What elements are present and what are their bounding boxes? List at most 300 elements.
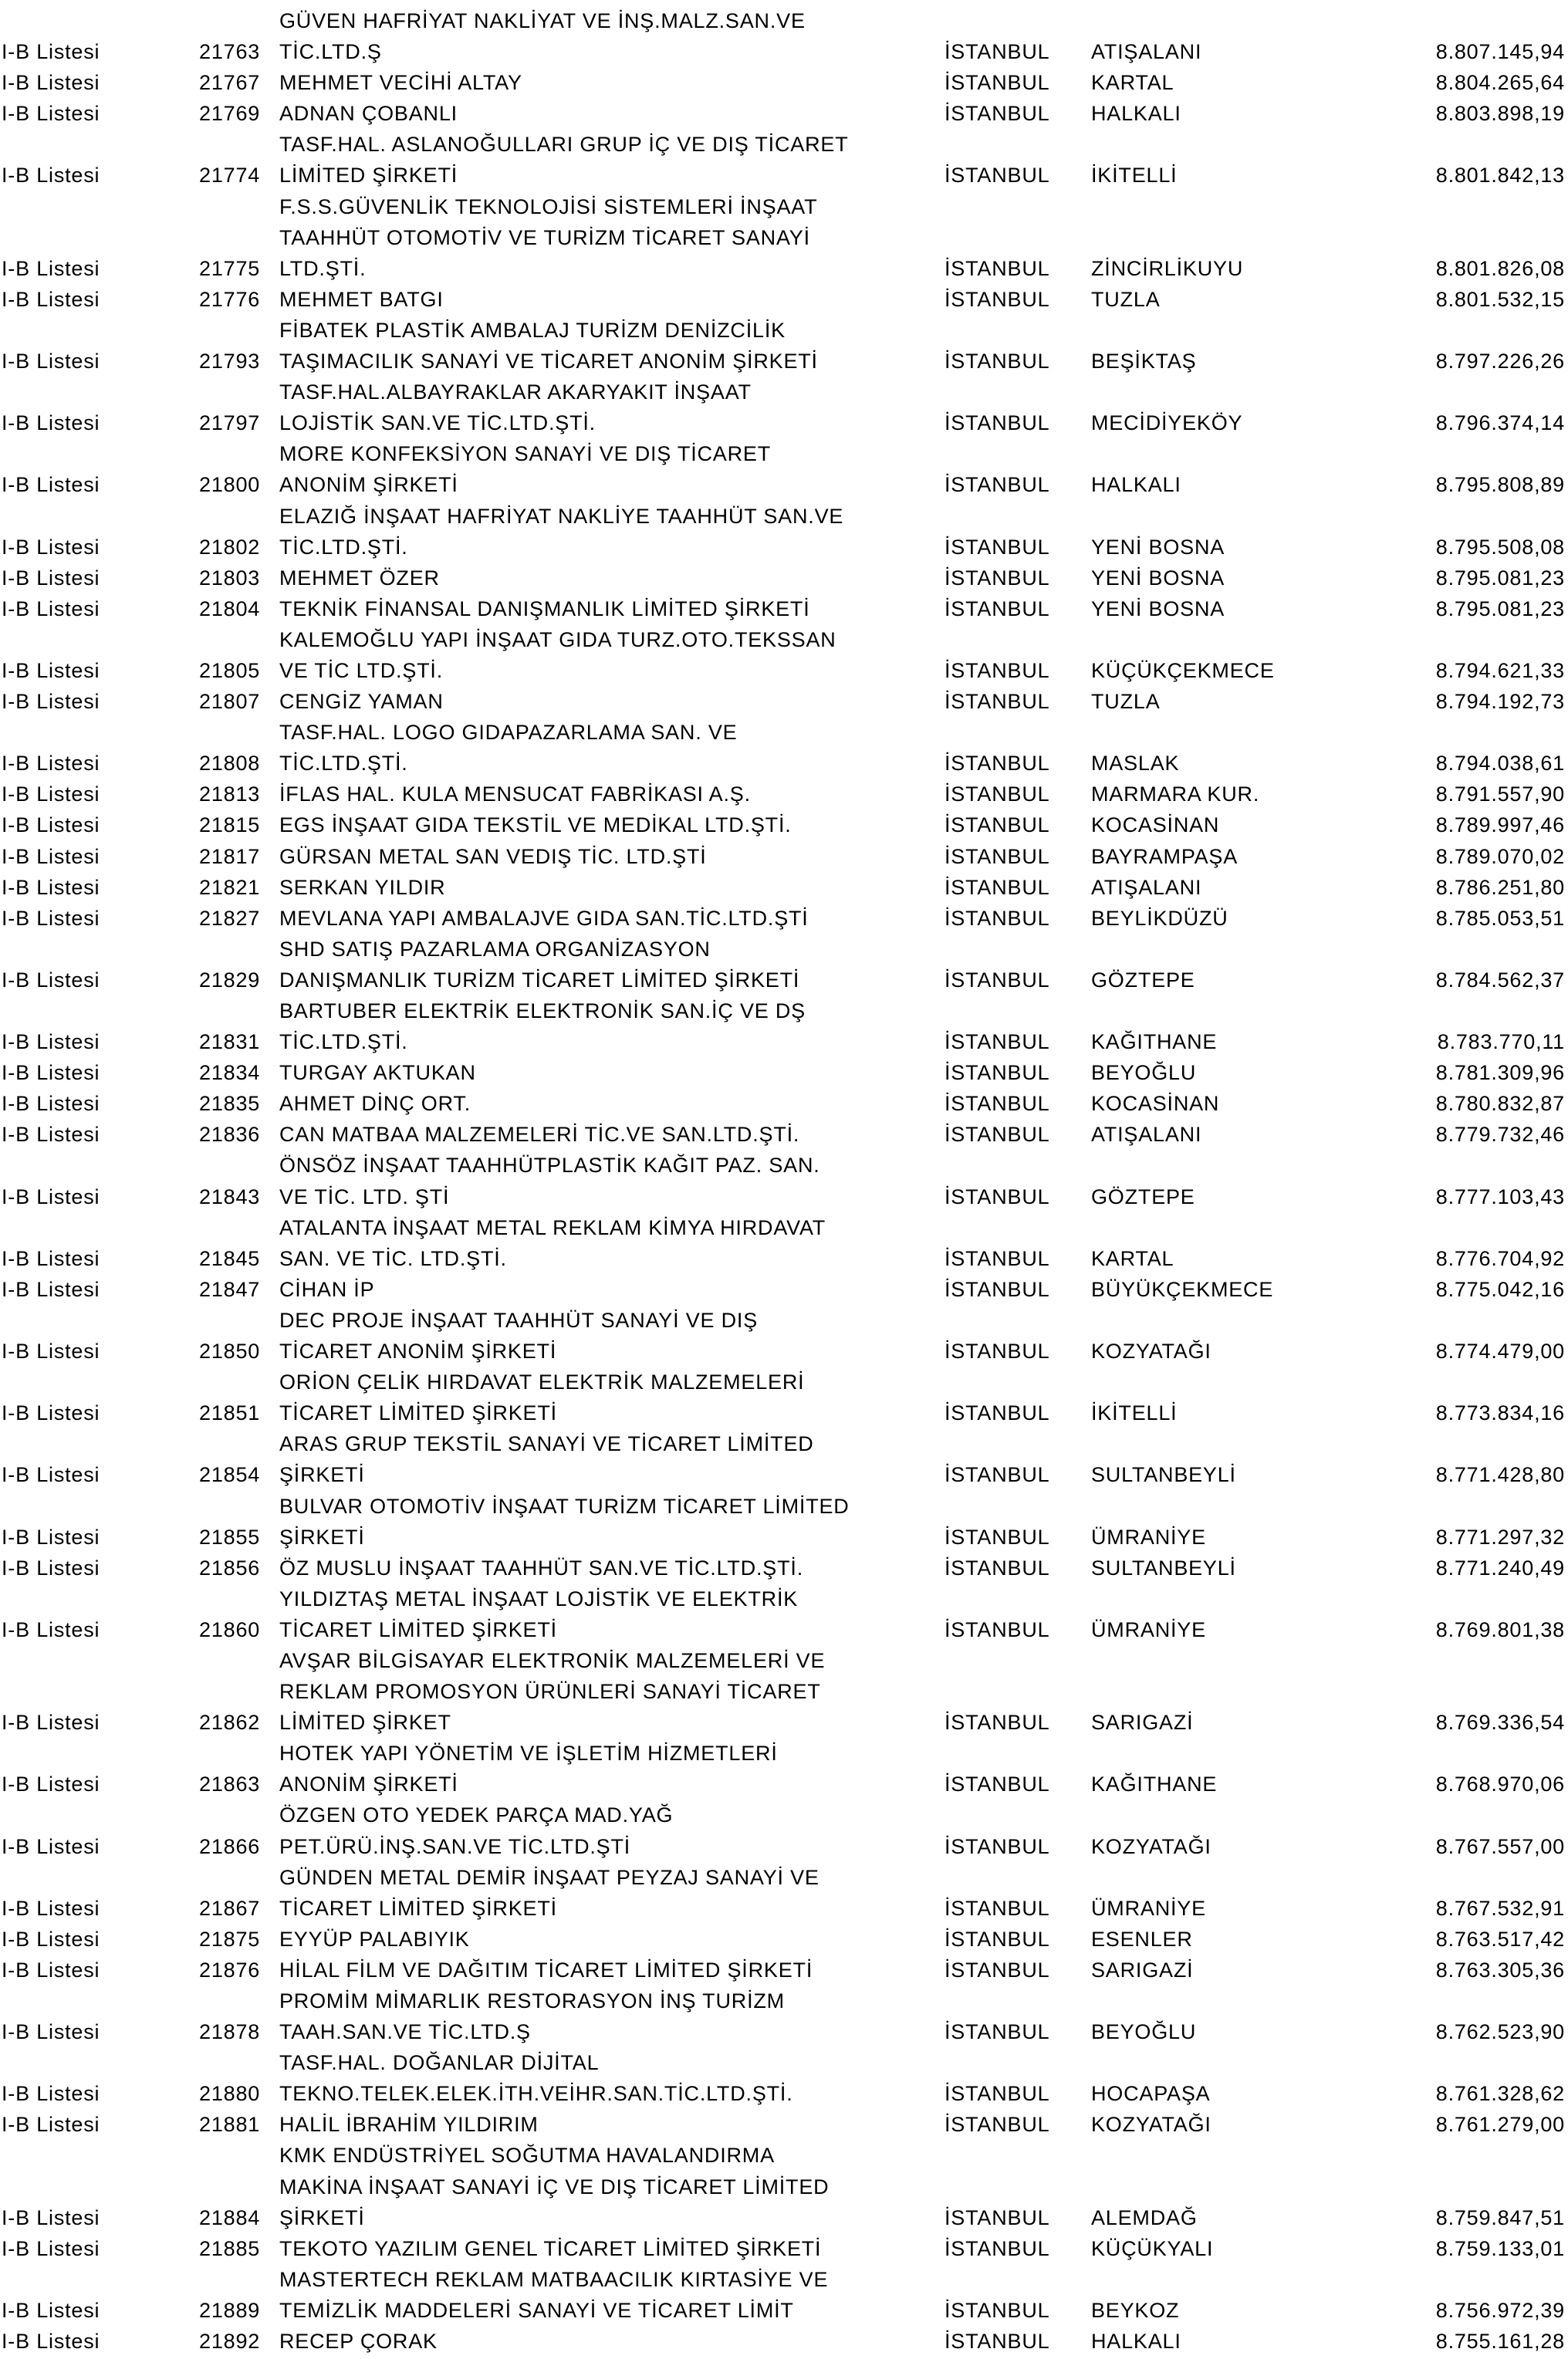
cell-amount: 8.804.265,64 <box>1435 71 1565 95</box>
cell-record-number: 21774 <box>199 164 261 188</box>
table-row <box>0 469 1568 500</box>
cell-city: İSTANBUL <box>945 1401 1050 1425</box>
cell-record-number: 21821 <box>199 875 261 899</box>
cell-district: YENİ BOSNA <box>1091 597 1225 620</box>
cell-amount: 8.796.374,14 <box>1435 411 1565 435</box>
table-row <box>0 1397 1568 1428</box>
cell-record-number: 21802 <box>199 535 261 559</box>
cell-record-number: 21808 <box>199 752 261 776</box>
cell-amount: 8.791.557,90 <box>1435 782 1565 806</box>
cell-amount: 8.785.053,51 <box>1435 906 1565 930</box>
cell-list-type: I-B Listesi <box>2 566 100 590</box>
table-row <box>0 1522 1568 1553</box>
table-row <box>0 686 1568 717</box>
cell-district: GÖZTEPE <box>1091 968 1195 992</box>
cell-city: İSTANBUL <box>945 71 1050 95</box>
cell-company-name: MEHMET ÖZER <box>279 566 440 590</box>
cell-company-name: TEKNO.TELEK.ELEK.İTH.VEİHR.SAN.TİC.LTD.ŞTİ. <box>279 2082 793 2106</box>
cell-list-type: I-B Listesi <box>2 350 100 373</box>
table-row <box>0 129 1568 160</box>
table-row <box>0 2140 1568 2171</box>
cell-company-name: BARTUBER ELEKTRİK ELEKTRONİK SAN.İÇ VE DŞ <box>279 999 806 1022</box>
cell-amount: 8.763.305,36 <box>1435 1958 1565 1982</box>
table-row <box>0 934 1568 965</box>
cell-district: İKİTELLİ <box>1091 1401 1178 1425</box>
cell-company-name: TİC.LTD.Ş <box>279 40 382 64</box>
cell-district: SARIGAZİ <box>1091 1711 1194 1735</box>
cell-list-type: I-B Listesi <box>2 1123 100 1147</box>
cell-record-number: 21767 <box>199 71 261 95</box>
cell-list-type: I-B Listesi <box>2 164 100 188</box>
cell-record-number: 21769 <box>199 102 261 126</box>
cell-company-name: TASF.HAL. DOĞANLAR DİJİTAL <box>279 2051 600 2075</box>
cell-company-name: YILDIZTAŞ METAL İNŞAAT LOJİSTİK VE ELEKTRİK <box>279 1587 799 1610</box>
cell-company-name: TİCARET LİMİTED ŞİRKETİ <box>279 1896 557 1920</box>
table-row <box>0 407 1568 438</box>
table-row <box>0 1150 1568 1181</box>
table-row <box>0 1243 1568 1274</box>
cell-company-name: TEKOTO YAZILIM GENEL TİCARET LİMİTED ŞİRKETİ <box>279 2236 822 2260</box>
cell-amount: 8.773.834,16 <box>1435 1401 1565 1425</box>
cell-district: MECİDİYEKÖY <box>1091 411 1243 435</box>
cell-company-name: PROMİM MİMARLIK RESTORASYON İNŞ TURİZM <box>279 1989 785 2013</box>
cell-district: BEYLİKDÜZÜ <box>1091 906 1228 930</box>
cell-city: İSTANBUL <box>945 2298 1050 2322</box>
cell-amount: 8.767.557,00 <box>1435 1834 1565 1858</box>
cell-list-type: I-B Listesi <box>2 2082 100 2106</box>
cell-district: BAYRAMPAŞA <box>1091 844 1239 868</box>
cell-amount: 8.795.081,23 <box>1435 597 1565 620</box>
cell-city: İSTANBUL <box>945 2205 1050 2229</box>
cell-city: İSTANBUL <box>945 1030 1050 1054</box>
cell-amount: 8.807.145,94 <box>1435 40 1565 64</box>
cell-company-name: AVŞAR BİLGİSAYAR ELEKTRONİK MALZEMELERİ VE <box>279 1648 826 1672</box>
cell-district: KARTAL <box>1091 1246 1174 1270</box>
cell-company-name: MASTERTECH REKLAM MATBAACILIK KIRTASİYE VE <box>279 2267 829 2291</box>
cell-company-name: MEHMET VECİHİ ALTAY <box>279 71 522 95</box>
cell-record-number: 21880 <box>199 2082 261 2106</box>
cell-list-type: I-B Listesi <box>2 1463 100 1487</box>
table-row <box>0 809 1568 840</box>
cell-city: İSTANBUL <box>945 906 1050 930</box>
cell-company-name: SAN. VE TİC. LTD.ŞTİ. <box>279 1246 507 1270</box>
cell-amount: 8.755.161,28 <box>1435 2330 1565 2354</box>
cell-record-number: 21815 <box>199 813 261 837</box>
cell-list-type: I-B Listesi <box>2 1092 100 1116</box>
cell-list-type: I-B Listesi <box>2 2205 100 2229</box>
cell-list-type: I-B Listesi <box>2 844 100 868</box>
cell-amount: 8.783.770,11 <box>1437 1030 1565 1054</box>
cell-city: İSTANBUL <box>945 813 1050 837</box>
cell-list-type: I-B Listesi <box>2 1030 100 1054</box>
cell-city: İSTANBUL <box>945 782 1050 806</box>
cell-list-type: I-B Listesi <box>2 2236 100 2260</box>
cell-company-name: DANIŞMANLIK TURİZM TİCARET LİMİTED ŞİRKETİ <box>279 968 800 992</box>
cell-amount: 8.762.523,90 <box>1435 2020 1565 2044</box>
cell-amount: 8.795.808,89 <box>1435 473 1565 497</box>
cell-amount: 8.771.240,49 <box>1435 1556 1565 1580</box>
cell-amount: 8.774.479,00 <box>1435 1340 1565 1364</box>
cell-list-type: I-B Listesi <box>2 690 100 714</box>
cell-company-name: ÖNSÖZ İNŞAAT TAAHHÜTPLASTİK KAĞIT PAZ. SAN. <box>279 1154 820 1178</box>
table-row <box>0 2264 1568 2295</box>
cell-city: İSTANBUL <box>945 844 1050 868</box>
cell-company-name: MEVLANA YAPI AMBALAJVE GIDA SAN.TİC.LTD.ŞTİ <box>279 906 809 930</box>
table-row <box>0 2295 1568 2326</box>
cell-amount: 8.763.517,42 <box>1435 1927 1565 1951</box>
cell-amount: 8.777.103,43 <box>1435 1185 1565 1208</box>
table-row <box>0 1738 1568 1769</box>
cell-district: BÜYÜKÇEKMECE <box>1091 1277 1274 1301</box>
cell-company-name: TASF.HAL.ALBAYRAKLAR AKARYAKIT İNŞAAT <box>279 380 752 404</box>
cell-district: MASLAK <box>1091 752 1180 776</box>
table-row <box>0 841 1568 872</box>
cell-record-number: 21834 <box>199 1061 261 1085</box>
table-row <box>0 1305 1568 1336</box>
cell-district: HALKALI <box>1091 2330 1181 2354</box>
cell-company-name: İFLAS HAL. KULA MENSUCAT FABRİKASI A.Ş. <box>279 782 751 806</box>
table-row <box>0 1088 1568 1119</box>
table-row <box>0 965 1568 995</box>
table-row <box>0 593 1568 624</box>
cell-district: SULTANBEYLİ <box>1091 1556 1236 1580</box>
table-row <box>0 1553 1568 1583</box>
cell-record-number: 21850 <box>199 1340 261 1364</box>
cell-company-name: KALEMOĞLU YAPI İNŞAAT GIDA TURZ.OTO.TEKSSAN <box>279 627 836 651</box>
cell-list-type: I-B Listesi <box>2 2298 100 2322</box>
table-row <box>0 1057 1568 1088</box>
cell-district: HALKALI <box>1091 102 1181 126</box>
cell-list-type: I-B Listesi <box>2 1556 100 1580</box>
table-row <box>0 624 1568 655</box>
cell-company-name: TAAH.SAN.VE TİC.LTD.Ş <box>279 2020 531 2044</box>
cell-city: İSTANBUL <box>945 1340 1050 1364</box>
cell-district: BEŞİKTAŞ <box>1091 350 1197 373</box>
table-row <box>0 1924 1568 1955</box>
cell-company-name: TİCARET LİMİTED ŞİRKETİ <box>279 1401 557 1425</box>
cell-amount: 8.801.826,08 <box>1435 256 1565 280</box>
cell-company-name: VE TİC LTD.ŞTİ. <box>279 658 444 682</box>
table-row <box>0 1491 1568 1522</box>
cell-company-name: TAŞIMACILIK SANAYİ VE TİCARET ANONİM ŞİRKETİ <box>279 350 818 373</box>
table-row <box>0 438 1568 469</box>
cell-city: İSTANBUL <box>945 1896 1050 1920</box>
table-row <box>0 1645 1568 1676</box>
cell-record-number: 21889 <box>199 2298 261 2322</box>
table-row <box>0 1026 1568 1057</box>
cell-company-name: TİC.LTD.ŞTİ. <box>279 752 408 776</box>
cell-city: İSTANBUL <box>945 875 1050 899</box>
cell-city: İSTANBUL <box>945 1958 1050 1982</box>
cell-district: ATIŞALANI <box>1091 40 1202 64</box>
cell-record-number: 21876 <box>199 1958 261 1982</box>
cell-district: KOZYATAĞI <box>1091 1340 1211 1364</box>
cell-city: İSTANBUL <box>945 1711 1050 1735</box>
cell-district: ÜMRANİYE <box>1091 1525 1206 1549</box>
table-row <box>0 2171 1568 2202</box>
cell-record-number: 21836 <box>199 1123 261 1147</box>
cell-district: KÜÇÜKÇEKMECE <box>1091 658 1275 682</box>
table-row <box>0 1831 1568 1862</box>
table-row <box>0 655 1568 686</box>
cell-list-type: I-B Listesi <box>2 1340 100 1364</box>
cell-amount: 8.759.133,01 <box>1435 2236 1565 2260</box>
cell-record-number: 21878 <box>199 2020 261 2044</box>
cell-record-number: 21775 <box>199 256 261 280</box>
cell-record-number: 21892 <box>199 2330 261 2354</box>
table-row <box>0 872 1568 903</box>
cell-list-type: I-B Listesi <box>2 782 100 806</box>
cell-list-type: I-B Listesi <box>2 1617 100 1641</box>
cell-district: KARTAL <box>1091 71 1174 95</box>
cell-company-name: HALİL İBRAHİM YILDIRIM <box>279 2113 539 2137</box>
cell-amount: 8.786.251,80 <box>1435 875 1565 899</box>
cell-company-name: TURGAY AKTUKAN <box>279 1061 476 1085</box>
table-row <box>0 1955 1568 1986</box>
cell-city: İSTANBUL <box>945 2020 1050 2044</box>
cell-district: HALKALI <box>1091 473 1181 497</box>
cell-district: ATIŞALANI <box>1091 1123 1202 1147</box>
cell-list-type: I-B Listesi <box>2 1277 100 1301</box>
cell-record-number: 21817 <box>199 844 261 868</box>
cell-district: KAĞITHANE <box>1091 1773 1218 1796</box>
cell-company-name: ELAZIĞ İNŞAAT HAFRİYAT NAKLİYE TAAHHÜT SAN.VE <box>279 504 844 528</box>
cell-list-type: I-B Listesi <box>2 1834 100 1858</box>
cell-company-name: ÖZGEN OTO YEDEK PARÇA MAD.YAĞ <box>279 1803 674 1827</box>
cell-record-number: 21851 <box>199 1401 261 1425</box>
cell-city: İSTANBUL <box>945 2082 1050 2106</box>
cell-list-type: I-B Listesi <box>2 2330 100 2354</box>
cell-company-name: LİMİTED ŞİRKET <box>279 1711 451 1735</box>
cell-city: İSTANBUL <box>945 597 1050 620</box>
cell-city: İSTANBUL <box>945 1463 1050 1487</box>
table-row <box>0 1274 1568 1305</box>
cell-amount: 8.797.226,26 <box>1435 350 1565 373</box>
cell-list-type: I-B Listesi <box>2 1401 100 1425</box>
cell-city: İSTANBUL <box>945 968 1050 992</box>
cell-company-name: F.S.S.GÜVENLİK TEKNOLOJİSİ SİSTEMLERİ İNŞAAT <box>279 194 818 218</box>
cell-list-type: I-B Listesi <box>2 102 100 126</box>
cell-city: İSTANBUL <box>945 350 1050 373</box>
cell-city: İSTANBUL <box>945 1092 1050 1116</box>
cell-company-name: HİLAL FİLM VE DAĞITIM TİCARET LİMİTED ŞİRKETİ <box>279 1958 813 1982</box>
table-row <box>0 284 1568 315</box>
cell-company-name: TASF.HAL. LOGO GIDAPAZARLAMA SAN. VE <box>279 721 738 745</box>
cell-record-number: 21827 <box>199 906 261 930</box>
cell-record-number: 21854 <box>199 1463 261 1487</box>
cell-record-number: 21855 <box>199 1525 261 1549</box>
table-row <box>0 36 1568 67</box>
cell-list-type: I-B Listesi <box>2 597 100 620</box>
cell-district: KOZYATAĞI <box>1091 2113 1211 2137</box>
table-row <box>0 222 1568 253</box>
cell-district: YENİ BOSNA <box>1091 566 1225 590</box>
table-row <box>0 995 1568 1026</box>
cell-amount: 8.795.508,08 <box>1435 535 1565 559</box>
cell-amount: 8.789.070,02 <box>1435 844 1565 868</box>
table-row <box>0 1986 1568 2016</box>
cell-amount: 8.769.336,54 <box>1435 1711 1565 1735</box>
cell-company-name: CAN MATBAA MALZEMELERİ TİC.VE SAN.LTD.ŞTİ. <box>279 1123 800 1147</box>
cell-district: ZİNCİRLİKUYU <box>1091 256 1244 280</box>
cell-company-name: GÜRSAN METAL SAN VEDIŞ TİC. LTD.ŞTİ <box>279 844 707 868</box>
cell-amount: 8.789.997,46 <box>1435 813 1565 837</box>
cell-city: İSTANBUL <box>945 658 1050 682</box>
cell-list-type: I-B Listesi <box>2 1061 100 1085</box>
cell-record-number: 21875 <box>199 1927 261 1951</box>
table-row <box>0 2016 1568 2047</box>
cell-record-number: 21804 <box>199 597 261 620</box>
cell-company-name: ŞİRKETİ <box>279 2205 365 2229</box>
cell-record-number: 21800 <box>199 473 261 497</box>
cell-amount: 8.801.532,15 <box>1435 287 1565 311</box>
cell-list-type: I-B Listesi <box>2 1525 100 1549</box>
cell-list-type: I-B Listesi <box>2 256 100 280</box>
table-row <box>0 98 1568 129</box>
cell-district: GÖZTEPE <box>1091 1185 1195 1208</box>
cell-record-number: 21884 <box>199 2205 261 2229</box>
table-row <box>0 1862 1568 1893</box>
cell-district: ESENLER <box>1091 1927 1193 1951</box>
table-row <box>0 1893 1568 1924</box>
cell-company-name: ORİON ÇELİK HIRDAVAT ELEKTRİK MALZEMELERİ <box>279 1370 805 1394</box>
cell-district: KOZYATAĞI <box>1091 1834 1211 1858</box>
table-row <box>0 779 1568 809</box>
cell-record-number: 21835 <box>199 1092 261 1116</box>
table-row <box>0 346 1568 377</box>
table-row <box>0 2202 1568 2233</box>
cell-record-number: 21807 <box>199 690 261 714</box>
cell-amount: 8.775.042,16 <box>1435 1277 1565 1301</box>
table-row <box>0 2047 1568 2078</box>
cell-district: ATIŞALANI <box>1091 875 1202 899</box>
cell-district: KAĞITHANE <box>1091 1030 1218 1054</box>
cell-record-number: 21763 <box>199 40 261 64</box>
cell-district: BEYKOZ <box>1091 2298 1180 2322</box>
cell-city: İSTANBUL <box>945 1185 1050 1208</box>
cell-city: İSTANBUL <box>945 1617 1050 1641</box>
cell-record-number: 21862 <box>199 1711 261 1735</box>
table-row <box>0 1212 1568 1243</box>
table-row <box>0 1428 1568 1459</box>
table-row <box>0 501 1568 532</box>
table-row <box>0 2326 1568 2357</box>
cell-amount: 8.756.972,39 <box>1435 2298 1565 2322</box>
cell-list-type: I-B Listesi <box>2 71 100 95</box>
cell-city: İSTANBUL <box>945 411 1050 435</box>
cell-company-name: AHMET DİNÇ ORT. <box>279 1092 471 1116</box>
cell-company-name: FİBATEK PLASTİK AMBALAJ TURİZM DENİZCİLİK <box>279 318 786 342</box>
cell-amount: 8.794.192,73 <box>1435 690 1565 714</box>
cell-list-type: I-B Listesi <box>2 1927 100 1951</box>
cell-company-name: HOTEK YAPI YÖNETİM VE İŞLETİM HİZMETLERİ <box>279 1742 778 1766</box>
cell-list-type: I-B Listesi <box>2 2113 100 2137</box>
cell-company-name: TASF.HAL. ASLANOĞULLARI GRUP İÇ VE DIŞ TİCARET <box>279 133 849 157</box>
cell-city: İSTANBUL <box>945 287 1050 311</box>
table-row <box>0 1769 1568 1800</box>
cell-city: İSTANBUL <box>945 1525 1050 1549</box>
cell-list-type: I-B Listesi <box>2 906 100 930</box>
cell-record-number: 21867 <box>199 1896 261 1920</box>
cell-list-type: I-B Listesi <box>2 1185 100 1208</box>
table-row <box>0 2109 1568 2140</box>
table-row <box>0 2078 1568 2109</box>
cell-city: İSTANBUL <box>945 40 1050 64</box>
cell-record-number: 21885 <box>199 2236 261 2260</box>
cell-company-name: GÜVEN HAFRİYAT NAKLİYAT VE İNŞ.MALZ.SAN.VE <box>279 9 806 32</box>
cell-company-name: ŞİRKETİ <box>279 1463 365 1487</box>
cell-list-type: I-B Listesi <box>2 535 100 559</box>
cell-record-number: 21831 <box>199 1030 261 1054</box>
cell-district: ALEMDAĞ <box>1091 2205 1198 2229</box>
cell-company-name: GÜNDEN METAL DEMİR İNŞAAT PEYZAJ SANAYİ VE <box>279 1865 819 1889</box>
cell-list-type: I-B Listesi <box>2 1896 100 1920</box>
cell-company-name: REKLAM PROMOSYON ÜRÜNLERİ SANAYİ TİCARET <box>279 1680 821 1704</box>
cell-company-name: LTD.ŞTİ. <box>279 256 367 280</box>
cell-district: SULTANBEYLİ <box>1091 1463 1236 1487</box>
cell-amount: 8.761.328,62 <box>1435 2082 1565 2106</box>
cell-district: SARIGAZİ <box>1091 1958 1194 1982</box>
table-row <box>0 253 1568 284</box>
cell-company-name: CENGİZ YAMAN <box>279 690 444 714</box>
table-row <box>0 748 1568 779</box>
cell-company-name: RECEP ÇORAK <box>279 2330 438 2354</box>
cell-record-number: 21803 <box>199 566 261 590</box>
table-row <box>0 377 1568 407</box>
cell-amount: 8.784.562,37 <box>1435 968 1565 992</box>
cell-list-type: I-B Listesi <box>2 968 100 992</box>
cell-list-type: I-B Listesi <box>2 752 100 776</box>
cell-record-number: 21843 <box>199 1185 261 1208</box>
cell-company-name: CİHAN İP <box>279 1277 375 1301</box>
cell-company-name: MORE KONFEKSİYON SANAYİ VE DIŞ TİCARET <box>279 442 772 466</box>
table-row <box>0 5 1568 36</box>
cell-record-number: 21829 <box>199 968 261 992</box>
cell-city: İSTANBUL <box>945 1246 1050 1270</box>
cell-company-name: ANONİM ŞİRKETİ <box>279 1773 458 1796</box>
cell-city: İSTANBUL <box>945 1277 1050 1301</box>
cell-district: KOCASİNAN <box>1091 1092 1220 1116</box>
cell-company-name: MAKİNA İNŞAAT SANAYİ İÇ VE DIŞ TİCARET LİMİTED <box>279 2175 830 2198</box>
cell-city: İSTANBUL <box>945 566 1050 590</box>
cell-record-number: 21863 <box>199 1773 261 1796</box>
cell-company-name: TEMİZLİK MADDELERİ SANAYİ VE TİCARET LİMİT <box>279 2298 794 2322</box>
cell-company-name: TEKNİK FİNANSAL DANIŞMANLIK LİMİTED ŞİRKETİ <box>279 597 810 620</box>
cell-city: İSTANBUL <box>945 690 1050 714</box>
cell-record-number: 21813 <box>199 782 261 806</box>
cell-company-name: BULVAR OTOMOTİV İNŞAAT TURİZM TİCARET LİMİTED <box>279 1494 850 1518</box>
cell-company-name: ATALANTA İNŞAAT METAL REKLAM KİMYA HIRDAVAT <box>279 1215 826 1239</box>
table-row <box>0 160 1568 191</box>
cell-amount: 8.759.847,51 <box>1435 2205 1565 2229</box>
cell-district: ÜMRANİYE <box>1091 1617 1206 1641</box>
cell-list-type: I-B Listesi <box>2 813 100 837</box>
cell-city: İSTANBUL <box>945 1061 1050 1085</box>
cell-list-type: I-B Listesi <box>2 658 100 682</box>
cell-amount: 8.769.801,38 <box>1435 1617 1565 1641</box>
cell-list-type: I-B Listesi <box>2 473 100 497</box>
cell-company-name: ARAS GRUP TEKSTİL SANAYİ VE TİCARET LİMİTED <box>279 1432 814 1456</box>
cell-district: İKİTELLİ <box>1091 164 1178 188</box>
cell-list-type: I-B Listesi <box>2 1773 100 1796</box>
cell-company-name: ADNAN ÇOBANLI <box>279 102 458 126</box>
table-row <box>0 1459 1568 1490</box>
cell-city: İSTANBUL <box>945 1556 1050 1580</box>
cell-amount: 8.781.309,96 <box>1435 1061 1565 1085</box>
cell-company-name: LOJİSTİK SAN.VE TİC.LTD.ŞTİ. <box>279 411 596 435</box>
cell-company-name: ŞİRKETİ <box>279 1525 365 1549</box>
cell-amount: 8.794.621,33 <box>1435 658 1565 682</box>
